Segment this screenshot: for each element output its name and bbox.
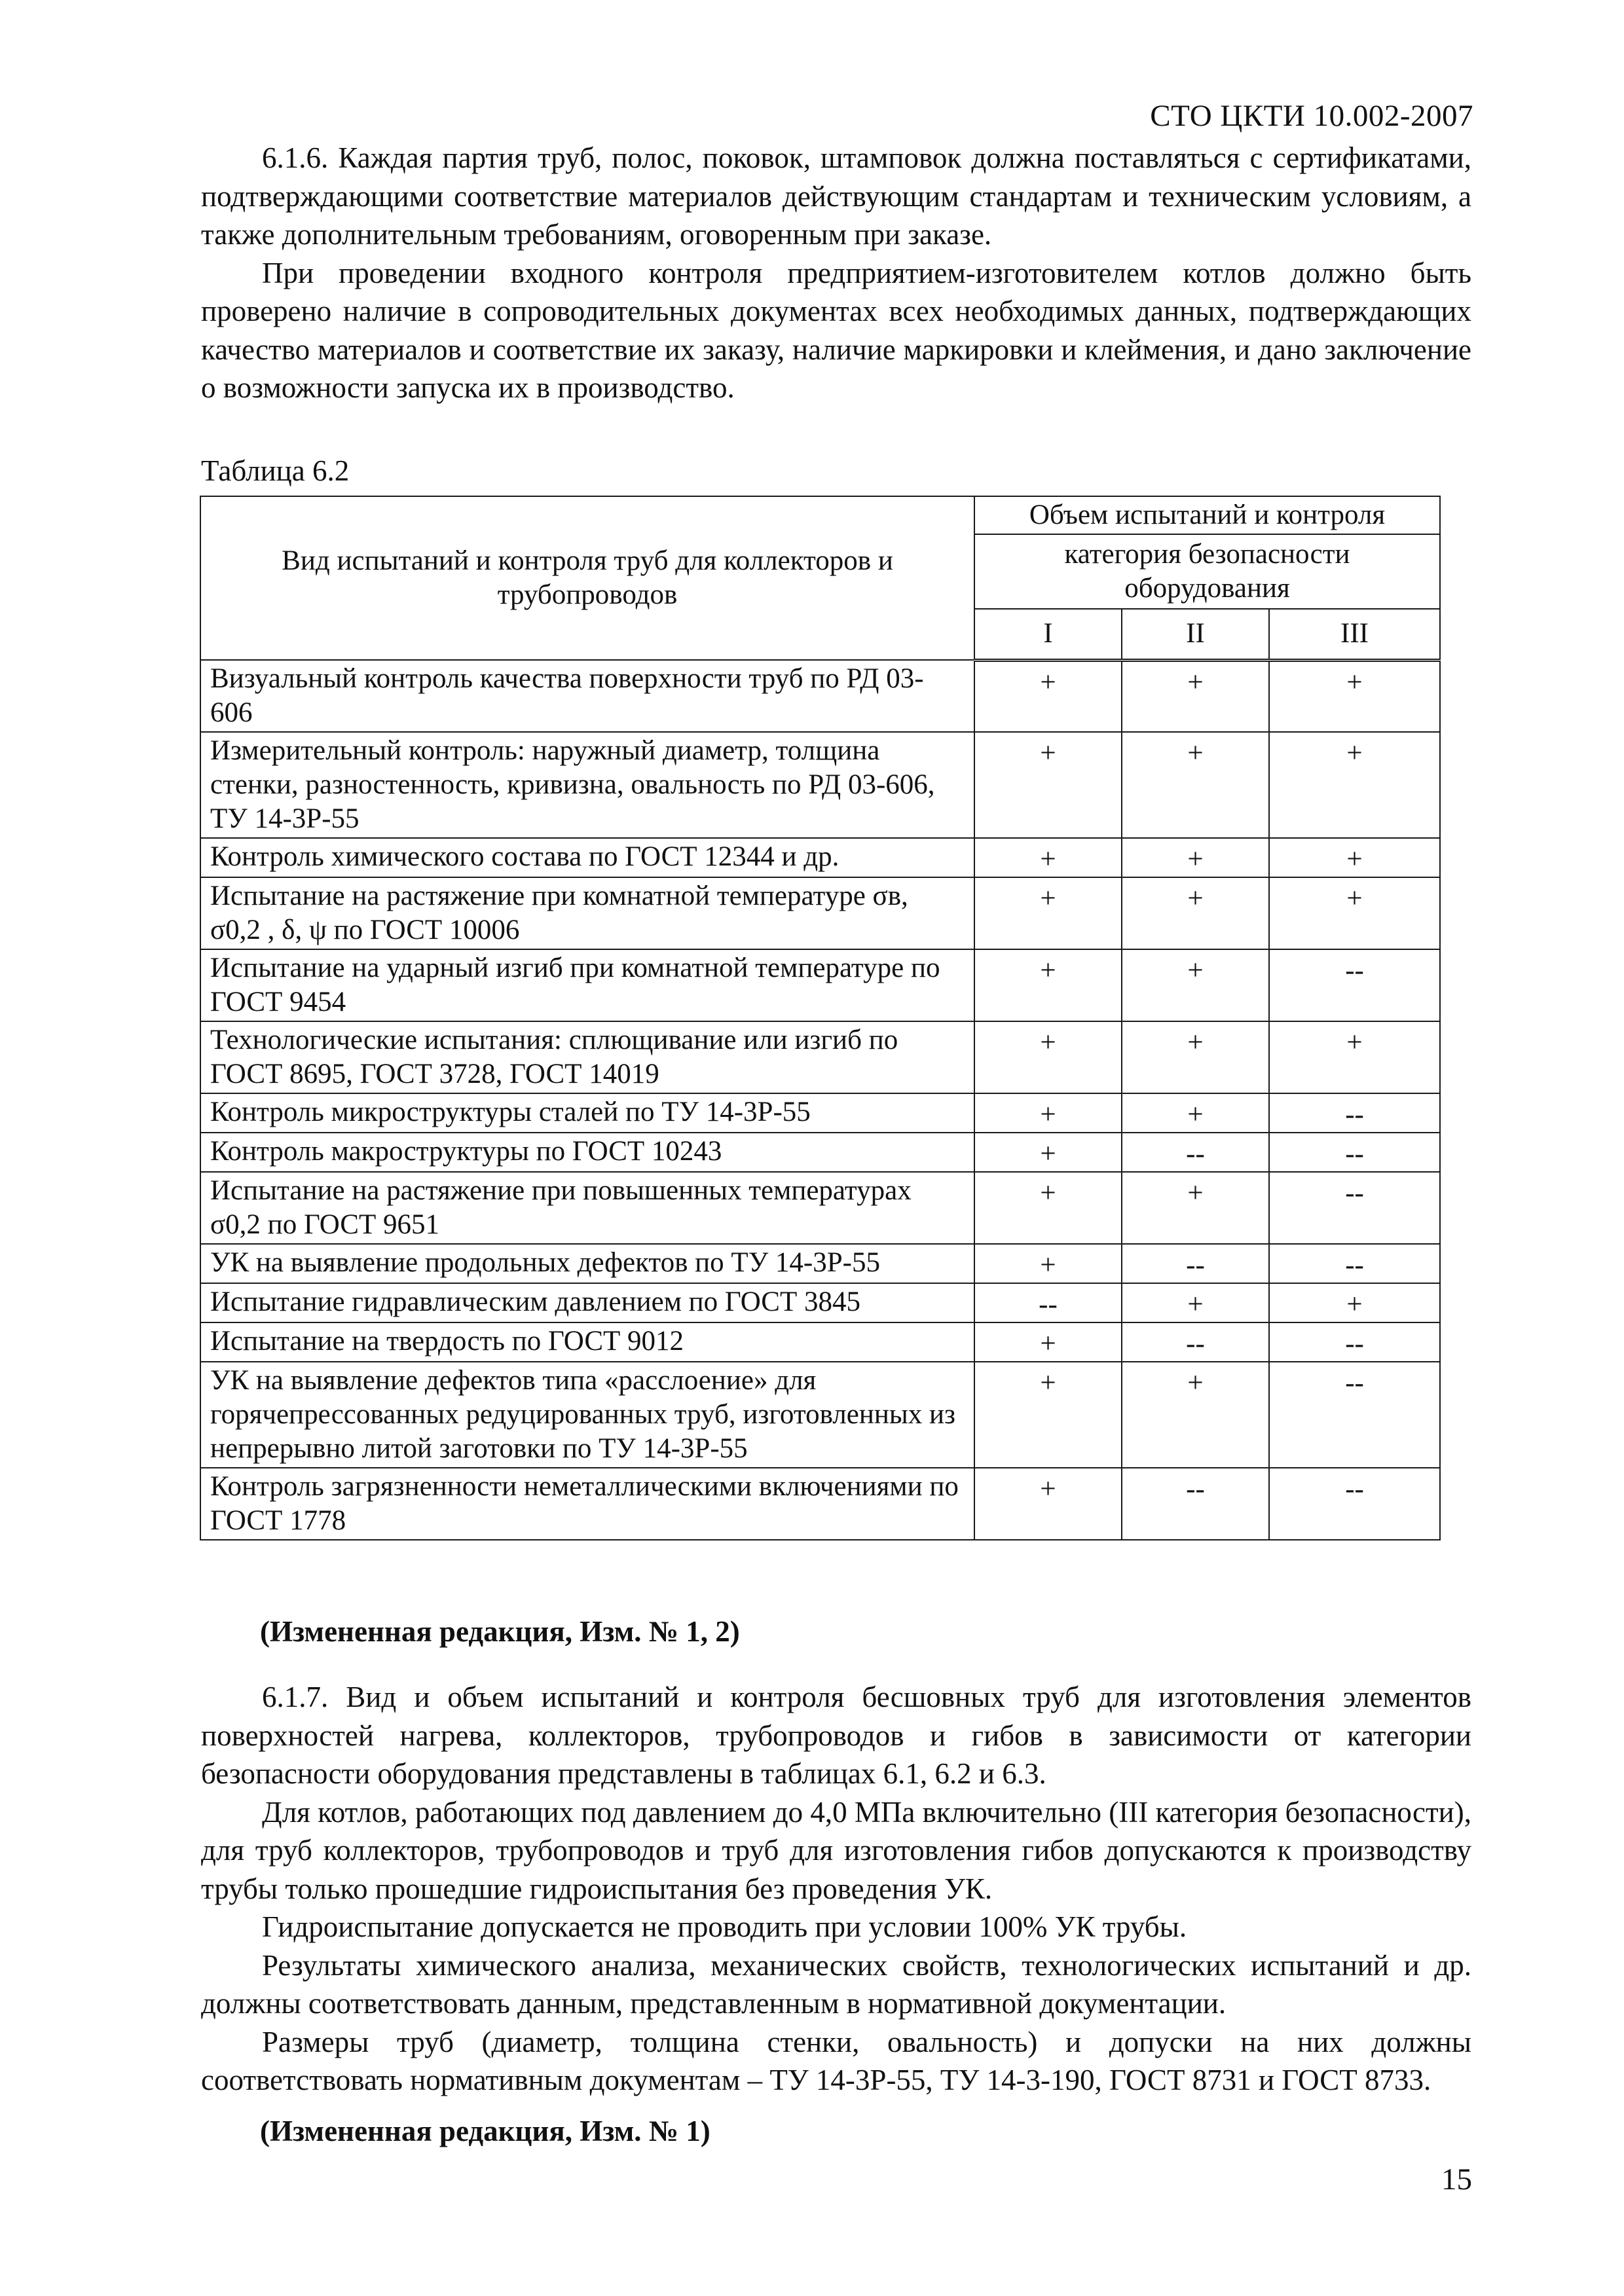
table-row	[200, 1133, 1440, 1172]
row-cat3-mark: +	[1269, 838, 1440, 877]
row-test-name: Контроль микроструктуры сталей по ТУ 14-3Р-55	[200, 1093, 974, 1133]
header-category-3: III	[1269, 609, 1440, 660]
row-cat2-mark: +	[1122, 1021, 1269, 1093]
row-cat1-mark: +	[974, 877, 1122, 949]
table-row	[200, 1362, 1440, 1468]
row-cat2-mark: +	[1122, 732, 1269, 838]
table-row	[200, 1244, 1440, 1283]
table-row	[200, 1172, 1440, 1244]
row-test-name: Испытание на твердость по ГОСТ 9012	[200, 1322, 974, 1362]
row-test-name: Испытание на растяжение при комнатной температуре σв, σ0,2 , δ, ψ по ГОСТ 10006	[200, 877, 974, 949]
intro-section	[201, 139, 1471, 407]
row-cat3-mark: +	[1269, 1283, 1440, 1322]
paragraph-pipe-dimensions: Размеры труб (диаметр, толщина стенки, овальность) и допуски на них должны соответствовать нормативным документам – ТУ 14-3Р-55, ТУ 14-3-190, ГОСТ 8731 и ГОСТ 8733.	[201, 2025, 1471, 2096]
header-scope: Объем испытаний и контроля	[974, 496, 1440, 534]
row-test-name: Испытание гидравлическим давлением по ГОСТ 3845	[200, 1283, 974, 1322]
header-category-2: II	[1122, 609, 1269, 660]
row-test-name: Контроль макроструктуры по ГОСТ 10243	[200, 1133, 974, 1172]
row-cat2-mark: +	[1122, 1283, 1269, 1322]
row-cat2-mark: --	[1122, 1244, 1269, 1283]
row-cat1-mark: +	[974, 1021, 1122, 1093]
row-cat2-mark: +	[1122, 838, 1269, 877]
row-cat1-mark: +	[974, 1093, 1122, 1133]
header-safety-category: категория безопасности оборудования	[974, 534, 1440, 609]
row-cat1-mark: +	[974, 1244, 1122, 1283]
row-cat2-mark: +	[1122, 949, 1269, 1021]
row-cat2-mark: +	[1122, 1093, 1269, 1133]
row-test-name: УК на выявление дефектов типа «расслоение» для горячепрессованных редуцированных труб, изготовленных из непрерывно литой заготовки по ТУ 14-3Р-55	[200, 1362, 974, 1468]
row-cat1-mark: +	[974, 660, 1122, 732]
test-scope-table	[200, 496, 1441, 1540]
table-body	[200, 660, 1440, 1540]
row-cat3-mark: --	[1269, 1172, 1440, 1244]
row-cat2-mark: --	[1122, 1322, 1269, 1362]
table-row	[200, 838, 1440, 877]
row-cat1-mark: +	[974, 949, 1122, 1021]
document-code: СТО ЦКТИ 10.002-2007	[1150, 99, 1473, 133]
row-cat1-mark: +	[974, 1133, 1122, 1172]
row-cat1-mark: +	[974, 838, 1122, 877]
row-cat3-mark: --	[1269, 1362, 1440, 1468]
header-test-type: Вид испытаний и контроля труб для коллекторов и трубопроводов	[200, 496, 974, 660]
paragraph-hydrotest: Гидроиспытание допускается не проводить при условии 100% УК трубы.	[262, 1910, 1187, 1943]
row-cat3-mark: --	[1269, 1244, 1440, 1283]
paragraph-chem-results: Результаты химического анализа, механических свойств, технологических испытаний и др. должны соответствовать данным, представленным в нормативной документации.	[201, 1948, 1471, 2020]
row-cat3-mark: +	[1269, 660, 1440, 732]
row-cat3-mark: --	[1269, 1133, 1440, 1172]
table-row	[200, 1093, 1440, 1133]
row-test-name: Испытание на ударный изгиб при комнатной температуре по ГОСТ 9454	[200, 949, 974, 1021]
row-test-name: Контроль загрязненности неметаллическими включениями по ГОСТ 1778	[200, 1468, 974, 1540]
row-cat2-mark: +	[1122, 1172, 1269, 1244]
header-category-1: I	[974, 609, 1122, 660]
row-test-name: Визуальный контроль качества поверхности труб по РД 03-606	[200, 660, 974, 732]
table-row	[200, 1021, 1440, 1093]
amendment-note-1: (Измененная редакция, Изм. № 1, 2)	[260, 1615, 740, 1648]
row-cat1-mark: +	[974, 1468, 1122, 1540]
row-cat2-mark: --	[1122, 1468, 1269, 1540]
row-cat1-mark: --	[974, 1283, 1122, 1322]
row-cat2-mark: +	[1122, 1362, 1269, 1468]
row-cat1-mark: +	[974, 1172, 1122, 1244]
paragraph-6-1-6: 6.1.6. Каждая партия труб, полос, поковок, штамповок должна поставляться с сертификатами, подтверждающими соответствие материалов действующим стандартам и техническим условиям, а также дополнительным требованиям, оговоренным при заказе.	[201, 141, 1471, 251]
row-cat1-mark: +	[974, 1322, 1122, 1362]
row-cat1-mark: +	[974, 732, 1122, 838]
table-row	[200, 877, 1440, 949]
row-test-name: Технологические испытания: сплющивание или изгиб по ГОСТ 8695, ГОСТ 3728, ГОСТ 14019	[200, 1021, 974, 1093]
row-cat3-mark: --	[1269, 949, 1440, 1021]
paragraph-input-control: При проведении входного контроля предприятием-изготовителем котлов должно быть проверено наличие в сопроводительных документах всех необходимых данных, подтверждающих качество материалов и соответствие их заказу, наличие маркировки и клеймения, и дано заключение о возможности запуска их в производство.	[201, 256, 1471, 404]
table-row	[200, 949, 1440, 1021]
table-row	[200, 1283, 1440, 1322]
row-cat3-mark: --	[1269, 1322, 1440, 1362]
paragraph-boilers-4mpa: Для котлов, работающих под давлением до 4,0 МПа включительно (III категория безопасности), для труб коллекторов, трубопроводов и труб для изготовления гибов допускаются к производству трубы только прошедшие гидроиспытания без проведения УК.	[201, 1795, 1471, 1905]
amendment-note-2: (Измененная редакция, Изм. № 1)	[260, 2115, 710, 2147]
paragraph-6-1-7: 6.1.7. Вид и объем испытаний и контроля бесшовных труб для изготовления элементов поверхностей нагрева, коллекторов, трубопроводов и гибов в зависимости от категории безопасности оборудования представлены в таблицах 6.1, 6.2 и 6.3.	[201, 1681, 1471, 1790]
row-cat3-mark: --	[1269, 1468, 1440, 1540]
row-cat2-mark: --	[1122, 1133, 1269, 1172]
row-cat2-mark: +	[1122, 660, 1269, 732]
row-test-name: Измерительный контроль: наружный диаметр, толщина стенки, разностенность, кривизна, овальность по РД 03-606, ТУ 14-3Р-55	[200, 732, 974, 838]
table-row	[200, 660, 1440, 732]
table-row	[200, 1468, 1440, 1540]
row-cat3-mark: +	[1269, 1021, 1440, 1093]
row-test-name: УК на выявление продольных дефектов по ТУ 14-3Р-55	[200, 1244, 974, 1283]
row-cat1-mark: +	[974, 1362, 1122, 1468]
section-6-1-7	[201, 1678, 1471, 2100]
row-cat3-mark: +	[1269, 732, 1440, 838]
row-cat3-mark: +	[1269, 877, 1440, 949]
row-cat3-mark: --	[1269, 1093, 1440, 1133]
row-test-name: Испытание на растяжение при повышенных температурах σ0,2 по ГОСТ 9651	[200, 1172, 974, 1244]
row-cat2-mark: +	[1122, 877, 1269, 949]
table-caption: Таблица 6.2	[201, 454, 350, 487]
table-row	[200, 1322, 1440, 1362]
row-test-name: Контроль химического состава по ГОСТ 12344 и др.	[200, 838, 974, 877]
page-number: 15	[1441, 2162, 1472, 2196]
table-row	[200, 732, 1440, 838]
